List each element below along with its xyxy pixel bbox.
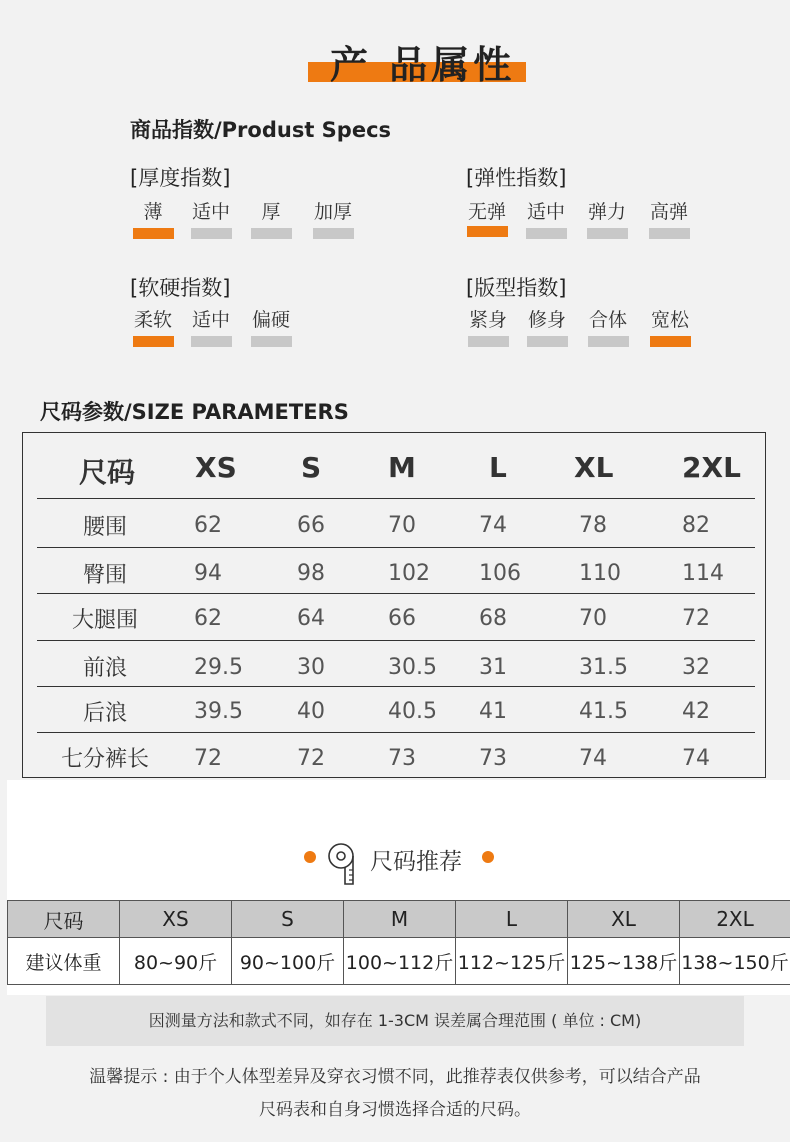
spec-title: [版型指数]: [466, 276, 567, 300]
spec-option-label: 合体: [588, 309, 627, 331]
header-cell: 2XL: [680, 901, 790, 938]
table-cell: 72: [297, 746, 325, 771]
table-cell: 73: [479, 746, 507, 771]
table-row: [37, 686, 755, 733]
table-cell: 98: [297, 561, 325, 586]
table-cell: 30: [297, 655, 325, 680]
spec-title: [弹性指数]: [466, 166, 567, 190]
header-cell: M: [388, 451, 416, 484]
table-cell: 64: [297, 606, 325, 631]
header-cell: S: [301, 451, 322, 484]
table-cell: 70: [388, 513, 416, 538]
spec-option-label: 无弹: [467, 201, 506, 223]
table-cell: 66: [297, 513, 325, 538]
table-cell: 73: [388, 746, 416, 771]
table-row: [37, 593, 755, 641]
table-cell: 100~112斤: [344, 938, 456, 985]
table-cell: 29.5: [194, 655, 243, 680]
table-cell: 72: [194, 746, 222, 771]
table-cell: 106: [479, 561, 521, 586]
header-cell: 尺码: [79, 456, 136, 489]
spec-bar: [527, 336, 568, 347]
note-text: 因测量方法和款式不同，如存在 1-3CM 误差属合理范围 ( 单位 : CM): [148, 1011, 642, 1030]
table-cell: 66: [388, 606, 416, 631]
table-cell: 74: [479, 513, 507, 538]
table-cell: 94: [194, 561, 222, 586]
tip-line-2: 尺码表和自身习惯选择合适的尺码。: [259, 1100, 531, 1120]
table-cell: 70: [579, 606, 607, 631]
table-cell: 80~90斤: [120, 938, 232, 985]
spec-bar: [191, 228, 232, 239]
table-cell: 31.5: [579, 655, 628, 680]
spec-option-label: 修身: [527, 309, 566, 331]
table-row: [37, 732, 755, 777]
header-cell: M: [344, 901, 456, 938]
table-cell: 30.5: [388, 655, 437, 680]
table-cell: 102: [388, 561, 430, 586]
spec-option-label: 薄: [143, 201, 163, 223]
recommend-title: 尺码推荐: [370, 849, 462, 875]
table-cell: 41: [479, 699, 507, 724]
header-cell: S: [232, 901, 344, 938]
spec-bar-selected: [133, 336, 174, 347]
header-cell: 2XL: [682, 451, 741, 484]
row-label: 臀围: [82, 563, 127, 588]
spec-title: [软硬指数]: [130, 276, 231, 300]
spec-option-label: 高弹: [649, 201, 688, 223]
table-cell: 31: [479, 655, 507, 680]
table-header-row: [37, 433, 755, 499]
tape-measure-icon: [327, 840, 359, 890]
table-cell: 82: [682, 513, 710, 538]
spec-bar: [251, 336, 292, 347]
table-cell: 112~125斤: [456, 938, 568, 985]
spec-option-label: 宽松: [650, 309, 689, 331]
table-cell: 72: [682, 606, 710, 631]
table-cell: 39.5: [194, 699, 243, 724]
spec-option-label: 偏硬: [251, 309, 290, 331]
header-cell: L: [456, 901, 568, 938]
table-row: [37, 547, 755, 594]
spec-bar: [313, 228, 354, 239]
spec-option-label: 柔软: [133, 309, 172, 331]
spec-title: [厚度指数]: [130, 166, 231, 190]
recommend-table: [7, 900, 790, 985]
spec-bar: [526, 228, 567, 239]
header-cell: 尺码: [8, 901, 120, 938]
spec-option-label: 适中: [191, 201, 230, 223]
header-cell: XS: [120, 901, 232, 938]
table-cell: 42: [682, 699, 710, 724]
spec-option-label: 适中: [526, 201, 565, 223]
specs-heading: 商品指数/Produst Specs: [130, 118, 392, 142]
size-heading: 尺码参数/SIZE PARAMETERS: [40, 400, 349, 424]
table-row: [37, 640, 755, 687]
table-cell: 138~150斤: [680, 938, 790, 985]
spec-bar: [588, 336, 629, 347]
spec-bar: [649, 228, 690, 239]
table-cell: 125~138斤: [568, 938, 680, 985]
orange-dot-left: [304, 851, 316, 863]
row-label: 七分裤长: [60, 747, 149, 772]
table-cell: 110: [579, 561, 621, 586]
spec-bar: [191, 336, 232, 347]
table-cell: 62: [194, 513, 222, 538]
row-label: 后浪: [82, 701, 127, 726]
table-cell: 32: [682, 655, 710, 680]
recommend-header-row: [8, 901, 790, 938]
spec-bar: [587, 228, 628, 239]
spec-bar-selected: [133, 228, 174, 239]
row-label: 腰围: [82, 515, 127, 540]
tip-line-1: 温馨提示 : 由于个人体型差异及穿衣习惯不同，此推荐表仅供参考，可以结合产品: [89, 1067, 701, 1087]
table-cell: 90~100斤: [232, 938, 344, 985]
spec-bar-selected: [650, 336, 691, 347]
table-cell: 40.5: [388, 699, 437, 724]
header-cell: L: [489, 451, 507, 484]
table-row: [37, 498, 755, 548]
spec-bar-selected: [467, 226, 508, 237]
header-cell: XL: [574, 451, 614, 484]
header-cell: XS: [195, 451, 237, 484]
spec-option-label: 紧身: [468, 309, 507, 331]
table-cell: 62: [194, 606, 222, 631]
table-cell: 74: [579, 746, 607, 771]
recommend-weight-row: [8, 938, 790, 985]
table-cell: 68: [479, 606, 507, 631]
row-label: 大腿围: [71, 608, 138, 633]
table-cell: 114: [682, 561, 724, 586]
table-cell: 78: [579, 513, 607, 538]
row-label: 前浪: [82, 656, 127, 681]
spec-option-label: 厚: [261, 201, 281, 223]
spec-option-label: 加厚: [313, 201, 352, 223]
page-title: 产 品属性: [330, 43, 516, 87]
size-table: [22, 432, 766, 778]
spec-bar: [251, 228, 292, 239]
spec-option-label: 弹力: [587, 201, 626, 223]
measurement-note: [46, 996, 744, 1046]
table-cell: 74: [682, 746, 710, 771]
table-cell: 41.5: [579, 699, 628, 724]
row-label: 建议体重: [8, 938, 120, 985]
table-cell: 40: [297, 699, 325, 724]
header-cell: XL: [568, 901, 680, 938]
spec-option-label: 适中: [191, 309, 230, 331]
orange-dot-right: [482, 851, 494, 863]
spec-bar: [468, 336, 509, 347]
